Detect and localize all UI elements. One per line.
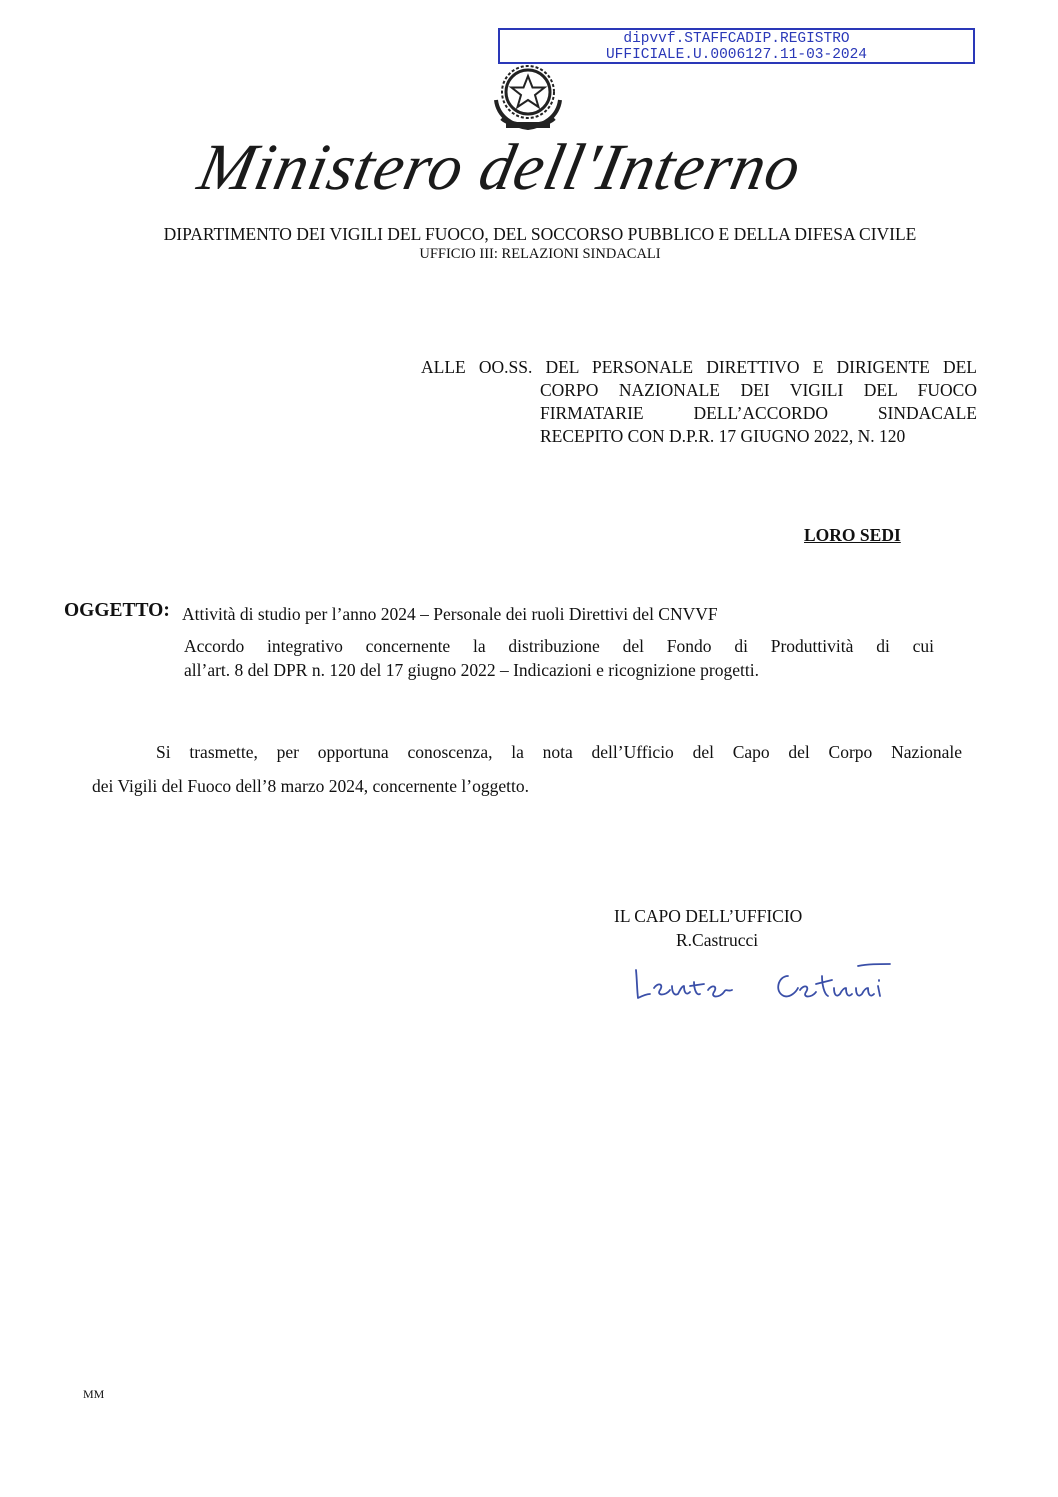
signer-title: IL CAPO DELL’UFFICIO xyxy=(614,906,803,926)
protocol-line-1: dipvvf.STAFFCADIP.REGISTRO xyxy=(623,31,850,47)
italian-republic-emblem-icon xyxy=(488,62,568,134)
typist-initials: MM xyxy=(83,1387,105,1401)
body-paragraph-line: dei Vigili del Fuoco dell’8 marzo 2024, concernente l’oggetto. xyxy=(92,776,529,796)
loro-sedi: LORO SEDI xyxy=(804,525,901,545)
protocol-line-2: UFFICIALE.U.0006127.11-03-2024 xyxy=(605,47,868,63)
department-name: DIPARTIMENTO DEI VIGILI DEL FUOCO, DEL SOCCORSO PUBBLICO E DELLA DIFESA CIVILE xyxy=(163,224,917,244)
recipient-line: ALLE OO.SS. DEL PERSONALE DIRETTIVO E DIRIGENTE DEL xyxy=(421,357,977,377)
handwritten-signature xyxy=(628,952,898,1008)
subject-line: Accordo integrativo concernente la distribuzione del Fondo di Produttività di cui xyxy=(184,636,934,656)
signer-name: R.Castrucci xyxy=(676,930,759,950)
subject-line: all’art. 8 del DPR n. 120 del 17 giugno 2022 – Indicazioni e ricognizione progetti. xyxy=(184,660,759,680)
recipient-line: FIRMATARIE DELL’ACCORDO SINDACALE xyxy=(540,403,977,423)
recipient-line: RECEPITO CON D.P.R. 17 GIUGNO 2022, N. 120 xyxy=(540,426,906,446)
recipient-line: CORPO NAZIONALE DEI VIGILI DEL FUOCO xyxy=(540,380,977,400)
ministry-logo: Ministero dell'Interno xyxy=(192,131,808,204)
body-paragraph-line: Si trasmette, per opportuna conoscenza, la nota dell’Ufficio del Capo del Corpo Nazionale xyxy=(156,742,962,762)
protocol-stamp xyxy=(498,28,975,64)
subject-line: Attività di studio per l’anno 2024 – Personale dei ruoli Direttivi del CNVVF xyxy=(182,604,718,624)
office-name: UFFICIO III: RELAZIONI SINDACALI xyxy=(419,246,661,262)
subject-label: OGGETTO: xyxy=(64,600,170,621)
